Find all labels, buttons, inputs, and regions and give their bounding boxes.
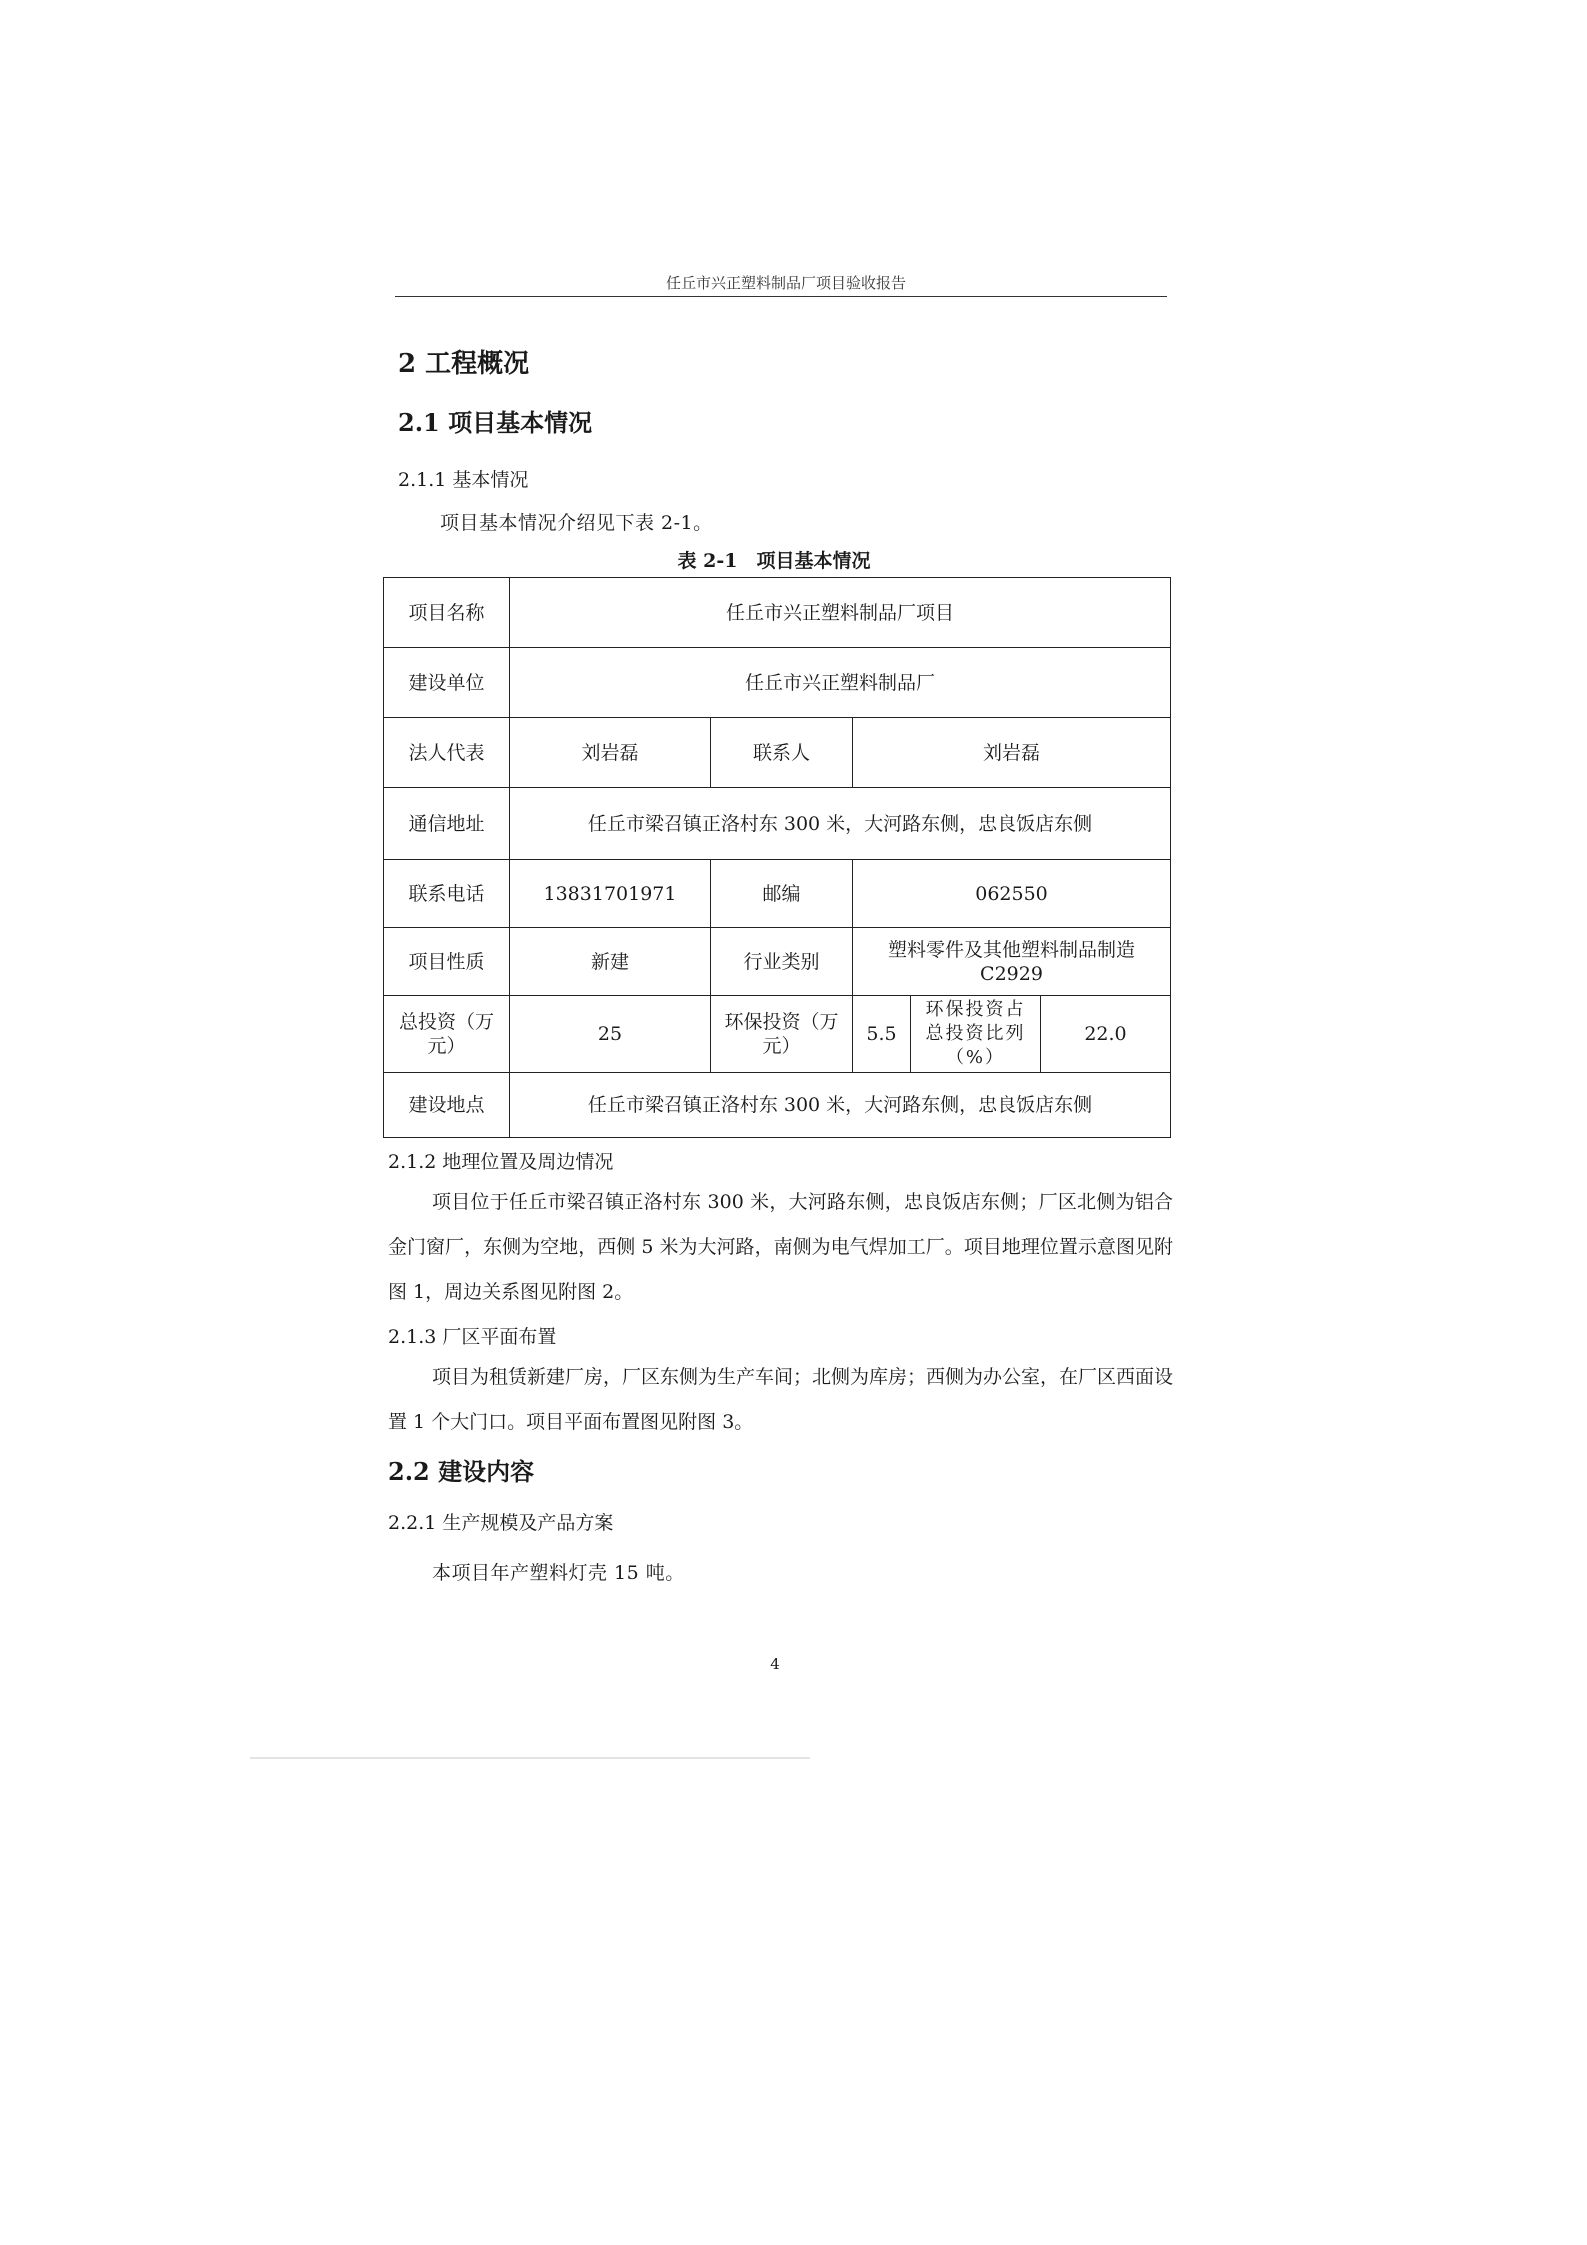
section-2-1-1-heading: 2.1.1 基本情况: [398, 469, 529, 491]
table-row: [384, 578, 1171, 648]
project-name-label: 项目名称: [384, 578, 510, 648]
builder-value: 任丘市兴正塑料制品厂: [510, 648, 1171, 718]
production-scale-text: 本项目年产塑料灯壳 15 吨。: [432, 1562, 685, 1584]
total-investment-value: 25: [510, 996, 711, 1073]
table-row: [384, 928, 1171, 996]
table-caption: 表 2-1 项目基本情况: [677, 550, 871, 572]
table-row: [384, 718, 1171, 788]
industry-value: 塑料零件及其他塑料制品制造 C2929: [853, 928, 1171, 996]
section-2-heading: 2 工程概况: [398, 349, 530, 379]
table-intro-text: 项目基本情况介绍见下表 2-1。: [440, 512, 713, 534]
layout-paragraph: 项目为租赁新建厂房，厂区东侧为生产车间；北侧为库房；西侧为办公室，在厂区西面设置 1 个大门口。项目平面布置图见附图 3。: [388, 1366, 1174, 1433]
industry-label: 行业类别: [711, 928, 853, 996]
legal-rep-value: 刘岩磊: [510, 718, 711, 788]
address-label: 通信地址: [384, 788, 510, 860]
contact-value: 刘岩磊: [853, 718, 1171, 788]
postcode-label: 邮编: [711, 860, 853, 928]
table-row: [384, 860, 1171, 928]
project-name-value: 任丘市兴正塑料制品厂项目: [510, 578, 1171, 648]
address-value: 任丘市梁召镇正洛村东 300 米，大河路东侧，忠良饭店东侧: [510, 788, 1171, 860]
nature-label: 项目性质: [384, 928, 510, 996]
location-paragraph: 项目位于任丘市梁召镇正洛村东 300 米，大河路东侧，忠良饭店东侧；厂区北侧为铝合金门窗厂，东侧为空地，西侧 5 米为大河路，南侧为电气焊加工厂。项目地理位置示意图见附图 1，周边关系图见附图 2。: [388, 1191, 1173, 1303]
env-ratio-value: 22.0: [1041, 996, 1171, 1073]
total-investment-label: 总投资（万元）: [384, 996, 510, 1073]
builder-label: 建设单位: [384, 648, 510, 718]
contact-label: 联系人: [711, 718, 853, 788]
site-label: 建设地点: [384, 1073, 510, 1138]
site-value: 任丘市梁召镇正洛村东 300 米，大河路东侧，忠良饭店东侧: [510, 1073, 1171, 1138]
table-row: [384, 788, 1171, 860]
section-2-1-2-heading: 2.1.2 地理位置及周边情况: [388, 1151, 614, 1173]
nature-value: 新建: [510, 928, 711, 996]
env-investment-label: 环保投资（万元）: [711, 996, 853, 1073]
section-2-2-1-heading: 2.2.1 生产规模及产品方案: [388, 1512, 614, 1534]
env-ratio-label: 环保投资占总投资比列（%）: [911, 996, 1041, 1073]
table-row: [384, 648, 1171, 718]
postcode-value: 062550: [853, 860, 1171, 928]
phone-value: 13831701971: [510, 860, 711, 928]
header-rule: [395, 296, 1167, 297]
page-header-title: 任丘市兴正塑料制品厂项目验收报告: [665, 274, 906, 292]
page-number: 4: [770, 1655, 780, 1673]
section-2-2-heading: 2.2 建设内容: [388, 1457, 535, 1486]
scan-artifact-line: [250, 1757, 810, 1759]
env-investment-value: 5.5: [853, 996, 911, 1073]
project-info-table: [383, 577, 1171, 1138]
section-2-1-heading: 2.1 项目基本情况: [398, 408, 593, 437]
phone-label: 联系电话: [384, 860, 510, 928]
legal-rep-label: 法人代表: [384, 718, 510, 788]
table-row: [384, 996, 1171, 1073]
table-row: [384, 1073, 1171, 1138]
section-2-1-3-heading: 2.1.3 厂区平面布置: [388, 1326, 557, 1348]
